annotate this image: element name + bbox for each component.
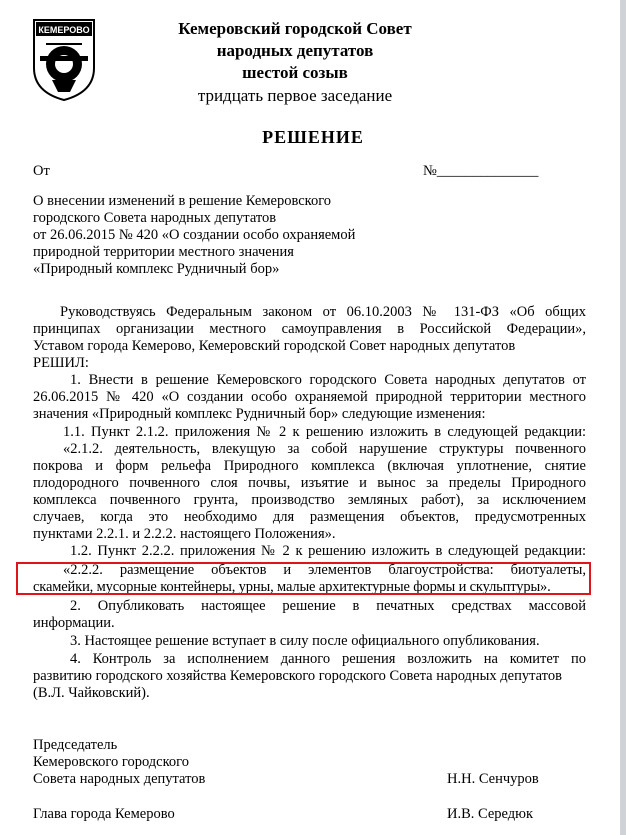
p222-line-2: скамейки, мусорные контейнеры, урны, малые архитектурные формы и скульптуры». xyxy=(33,579,551,595)
p1-line-2: 26.06.2015 № 420 «О создании особо охраняемой природной территории местного xyxy=(33,389,586,405)
p1-line-3: значения «Природный комплекс Рудничный бор» следующие изменения: xyxy=(33,406,486,422)
p3: 3. Настоящее решение вступает в силу после официального опубликования. xyxy=(70,633,540,649)
document-title: РЕШЕНИЕ xyxy=(262,127,364,147)
p4-line-2: развитию городского хозяйства Кемеровского городского Совета народных депутатов xyxy=(33,668,562,684)
window-edge xyxy=(620,0,626,835)
mayor-title: Глава города Кемерово xyxy=(33,806,175,822)
subject-line-4: природной территории местного значения xyxy=(33,244,294,260)
chair-title-3: Совета народных депутатов xyxy=(33,771,206,787)
chair-title-1: Председатель xyxy=(33,737,118,753)
header-line-1: Кемеровский городской Совет xyxy=(178,19,412,38)
p212-line-2: покрова и форм рельефа Природного комплекса (включая уплотнение, снятие xyxy=(33,458,586,474)
header-line-3: шестой созыв xyxy=(242,63,348,82)
p11: 1.1. Пункт 2.1.2. приложения № 2 к решению изложить в следующей редакции: xyxy=(63,424,586,440)
p1-line-1: 1. Внести в решение Кемеровского городского Совета народных депутатов от xyxy=(70,372,586,388)
subject-line-5: «Природный комплекс Рудничный бор» xyxy=(33,261,280,277)
p222-line-1: «2.2.2. размещение объектов и элементов благоустройства: биотуалеты, xyxy=(63,562,586,578)
p212-line-3: плодородного почвенного слоя почвы, изъятие и вынос за пределы Природного xyxy=(33,475,586,491)
p212-line-5: случаев, когда это необходимо для размещения объектов, предусмотренных xyxy=(33,509,586,525)
header-line-4: тридцать первое заседание xyxy=(197,86,393,105)
preamble-line-4: РЕШИЛ: xyxy=(33,355,89,371)
subject-line-1: О внесении изменений в решение Кемеровского xyxy=(33,193,332,209)
p212-line-6: пунктами 2.2.1. и 2.2.2. настоящего Положения». xyxy=(33,526,336,542)
header-line-2: народных депутатов xyxy=(216,41,374,60)
p212-line-1: «2.1.2. деятельность, влекущую за собой нарушение структуры почвенного xyxy=(63,441,586,457)
preamble-line-2: принципах организации местного самоуправления в Российской Федерации», xyxy=(33,321,586,337)
subject-line-2: городского Совета народных депутатов xyxy=(33,210,277,226)
p4-line-3: (В.Л. Чайковский). xyxy=(33,685,150,701)
logo-text: КЕМЕРОВО xyxy=(38,25,90,35)
mayor-name: И.В. Середюк xyxy=(447,806,534,822)
p2-line-2: информации. xyxy=(33,615,115,631)
chair-title-2: Кемеровского городского xyxy=(33,754,190,770)
number-label: №______________ xyxy=(423,163,539,179)
subject-line-3: от 26.06.2015 № 420 «О создании особо охраняемой xyxy=(33,227,356,243)
kemerovo-coat-of-arms xyxy=(32,18,96,102)
p2-line-1: 2. Опубликовать настоящее решение в печатных средствах массовой xyxy=(70,598,586,614)
chair-name: Н.Н. Сенчуров xyxy=(447,771,539,787)
preamble-line-3: Уставом города Кемерово, Кемеровский городской Совет народных депутатов xyxy=(33,338,516,354)
date-label: От xyxy=(33,163,50,179)
p4-line-1: 4. Контроль за исполнением данного решения возложить на комитет по xyxy=(70,651,586,667)
highlight-box xyxy=(16,562,591,595)
p212-line-4: комплекса почвенного грунта, производство земляных работ), за исключением xyxy=(33,492,586,508)
p12: 1.2. Пункт 2.2.2. приложения № 2 к решению изложить в следующей редакции: xyxy=(70,543,586,559)
preamble-line-1: Руководствуясь Федеральным законом от 06.10.2003 № 131-ФЗ «Об общих xyxy=(60,304,586,320)
